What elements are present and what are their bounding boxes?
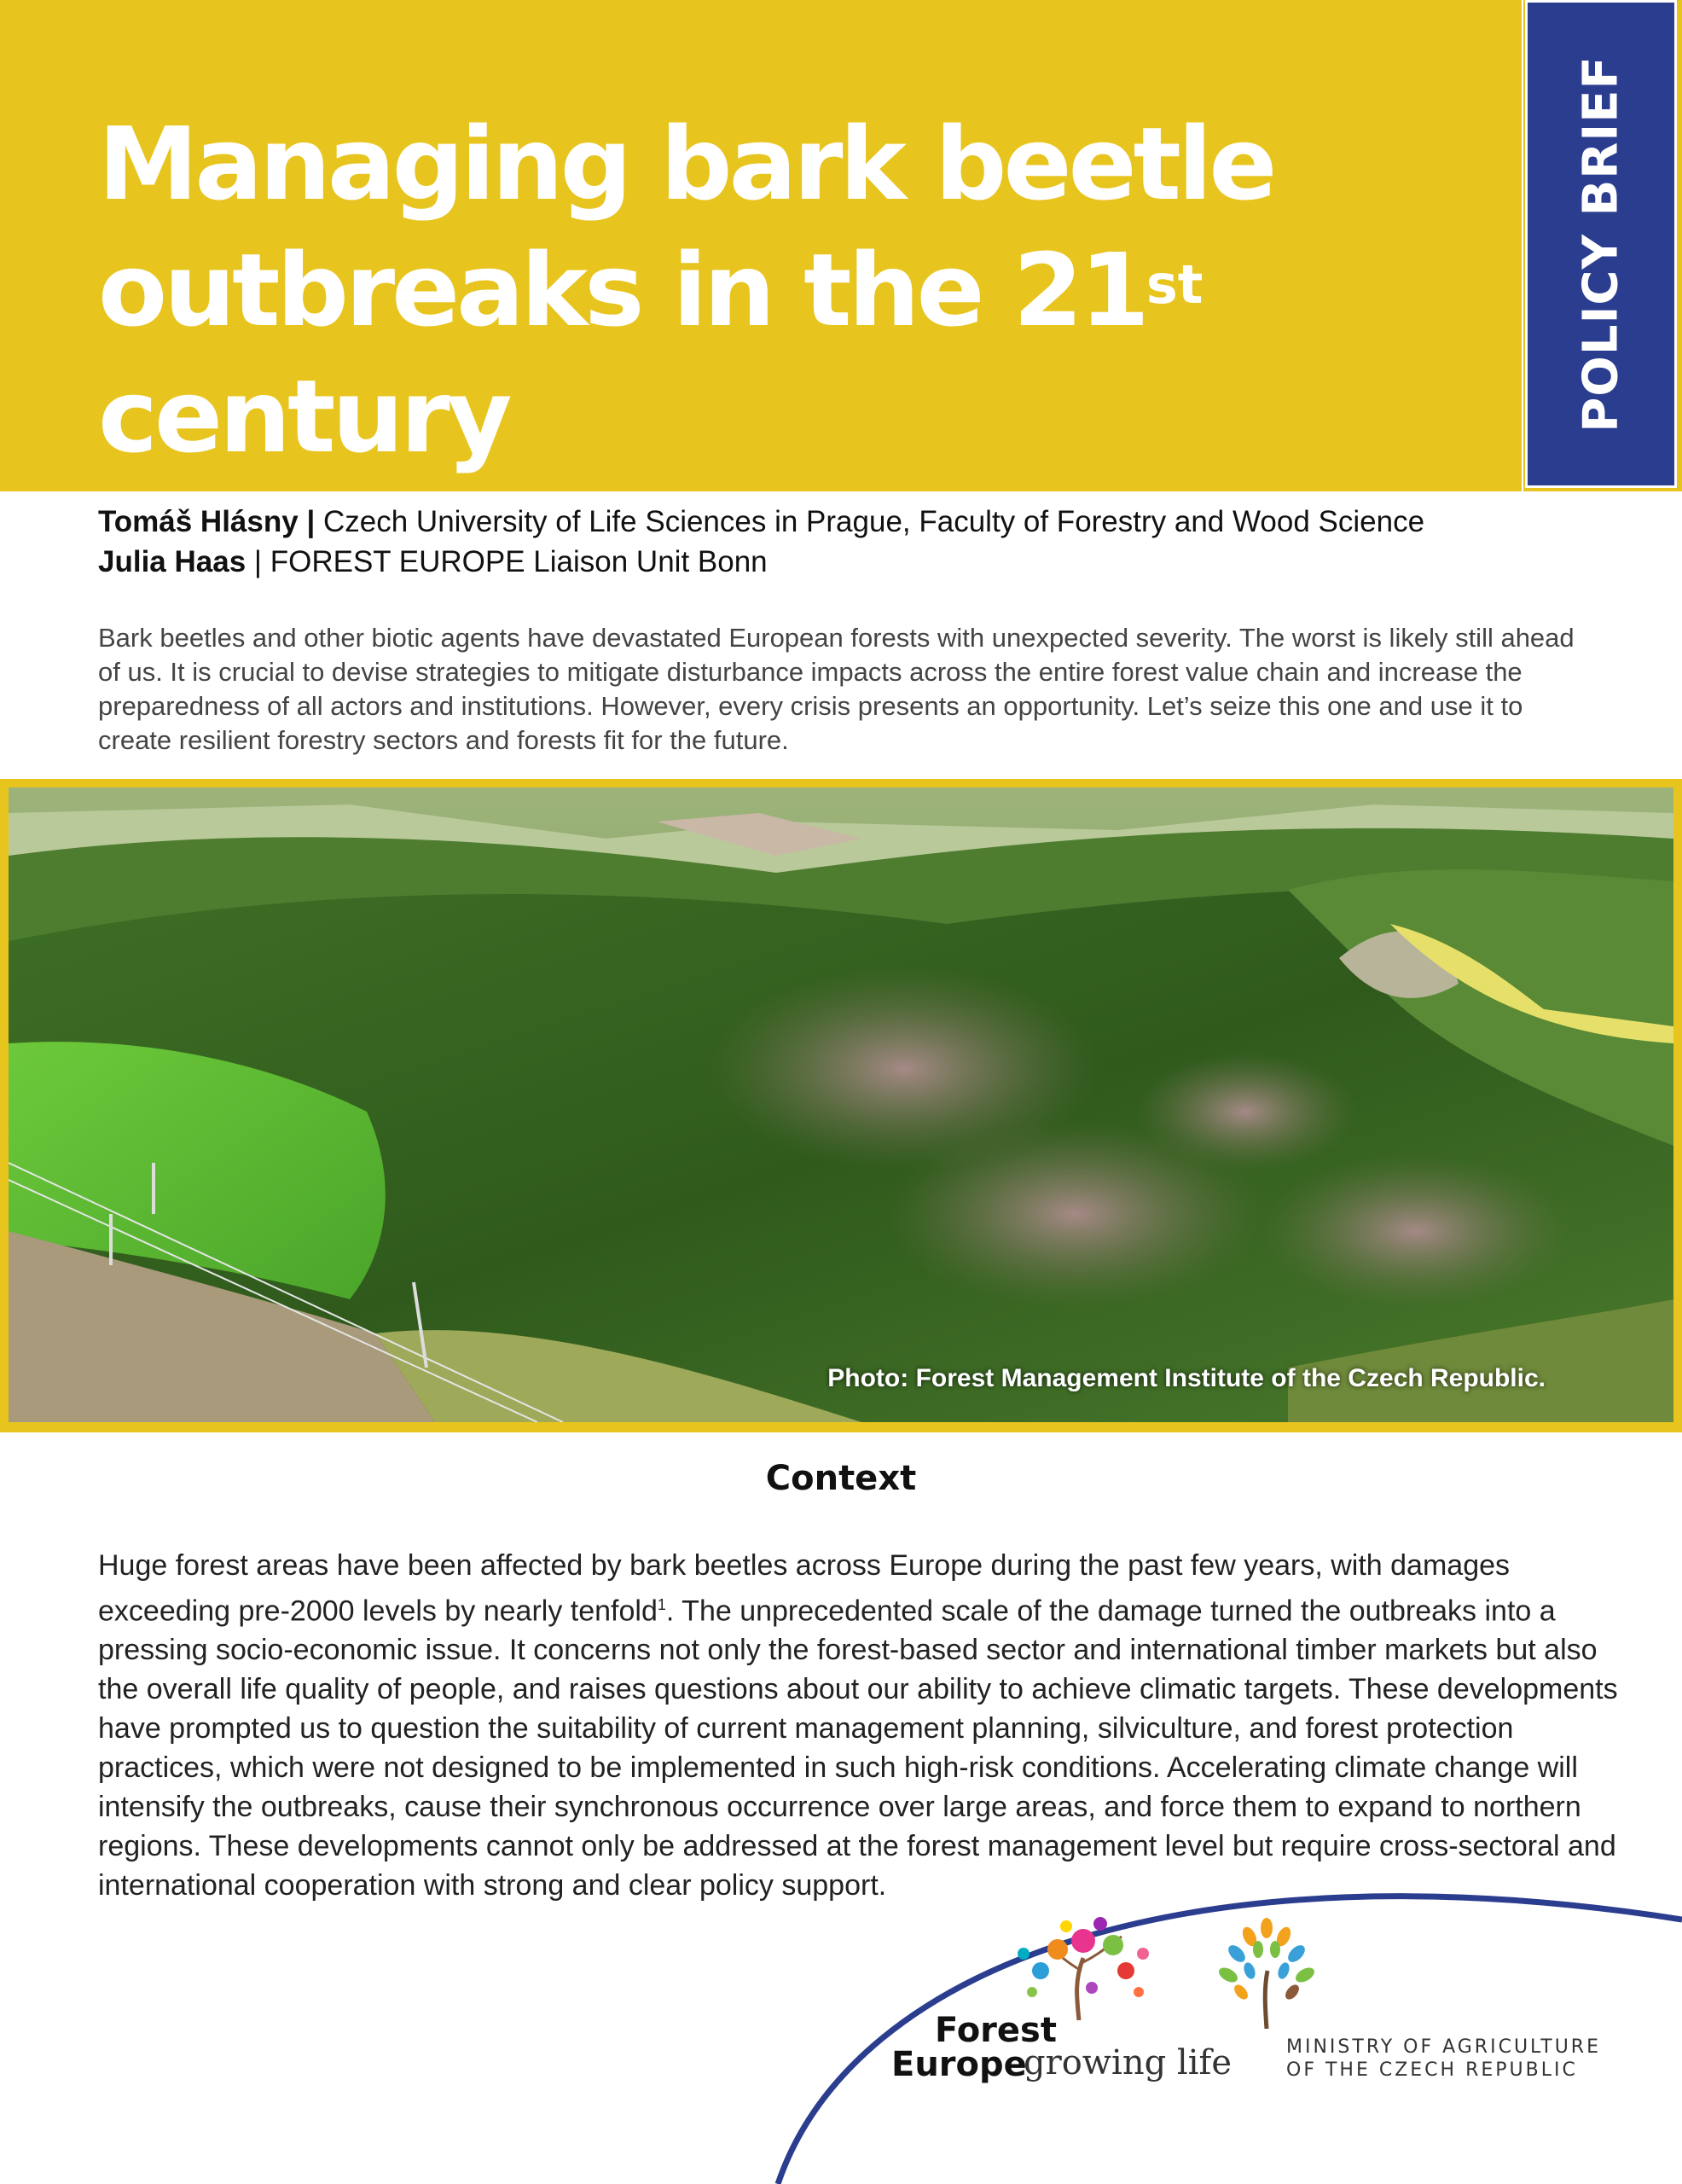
footnote-ref: 1 <box>657 1596 666 1613</box>
author-affiliation: Czech University of Life Sciences in Prague, Faculty of Forestry and Wood Science <box>322 505 1425 538</box>
forest-landscape-illustration <box>9 787 1673 1422</box>
title-line-3: century <box>98 357 509 475</box>
authors <box>98 502 1424 582</box>
context-heading: Context <box>765 1459 917 1498</box>
page-title <box>98 101 1463 479</box>
forest-europe-word-1: Forest <box>935 2011 1057 2050</box>
header-band <box>0 0 1522 491</box>
intro-paragraph: Bark beetles and other biotic agents have devastated European forests with unexpected severity. The worst is likely still ahead of us. It is crucial to devise strategies to mitigate disturbance impacts across the entire forest value chain and increase the preparedness of all actors and institutions. However, every crisis presents an opportunity. Let’s seize this one and use it to create resilient forestry sectors and forests fit for the future. <box>98 623 1575 755</box>
author-row <box>98 542 1424 582</box>
title-line-1: Managing bark beetle <box>98 105 1274 223</box>
title-superscript: st <box>1146 253 1204 316</box>
ministry-logo <box>1203 1911 1601 2081</box>
photo-frame <box>0 779 1682 1432</box>
title-line-2: outbreaks in the 21 <box>98 231 1146 349</box>
photo-credit: Photo: Forest Management Institute of the Czech Republic. <box>827 1364 1546 1392</box>
author-separator: | <box>306 505 316 538</box>
forest-europe-logo <box>887 1911 1232 2167</box>
ministry-tree-icon <box>1203 1911 1331 2030</box>
context-body <box>98 1546 1633 1905</box>
policy-brief-box <box>1525 0 1677 488</box>
tree-icon <box>887 1911 1211 2022</box>
ministry-name-line-2: OF THE CZECH REPUBLIC <box>1286 2059 1578 2081</box>
policy-brief-label: POLICY BRIEF <box>1573 55 1629 433</box>
author-name: Julia Haas <box>98 545 246 578</box>
context-paragraph <box>98 1546 1633 1905</box>
forest-photo <box>9 787 1673 1422</box>
author-affiliation: FOREST EUROPE Liaison Unit Bonn <box>270 545 768 578</box>
forest-europe-word-2: Europe <box>891 2045 1027 2084</box>
author-name: Tomáš Hlásny <box>98 505 299 538</box>
ministry-name-line-1: MINISTRY OF AGRICULTURE <box>1286 2036 1601 2058</box>
forest-europe-tagline: growing life <box>1024 2043 1232 2082</box>
context-text-part-1: Huge forest areas have been affected by bark beetles across Europe during the past few years, with damages exceeding pre-2000 levels by nearly tenfold <box>98 1549 1511 1628</box>
policy-brief-tab <box>1523 0 1682 491</box>
context-text-part-2: . The unprecedented scale of the damage turned the outbreaks into a pressing socio-economic issue. It concerns not only the forest-based sector and international timber markets but also the overall life quality of people, and raises questions about our ability to achieve climatic targets. These developments have prompted us to question the suitability of current management planning, silviculture, and forest protection practices, which were not designed to be implemented in such high-risk conditions. Accelerating climate change will intensify the outbreaks, cause their synchronous occurrence over large areas, and force them to expand to northern regions. These developments cannot only be addressed at the forest management level but require cross-sectoral and international cooperation with strong and clear policy support. <box>98 1594 1618 1902</box>
author-separator: | <box>253 545 262 578</box>
author-row <box>98 502 1424 542</box>
